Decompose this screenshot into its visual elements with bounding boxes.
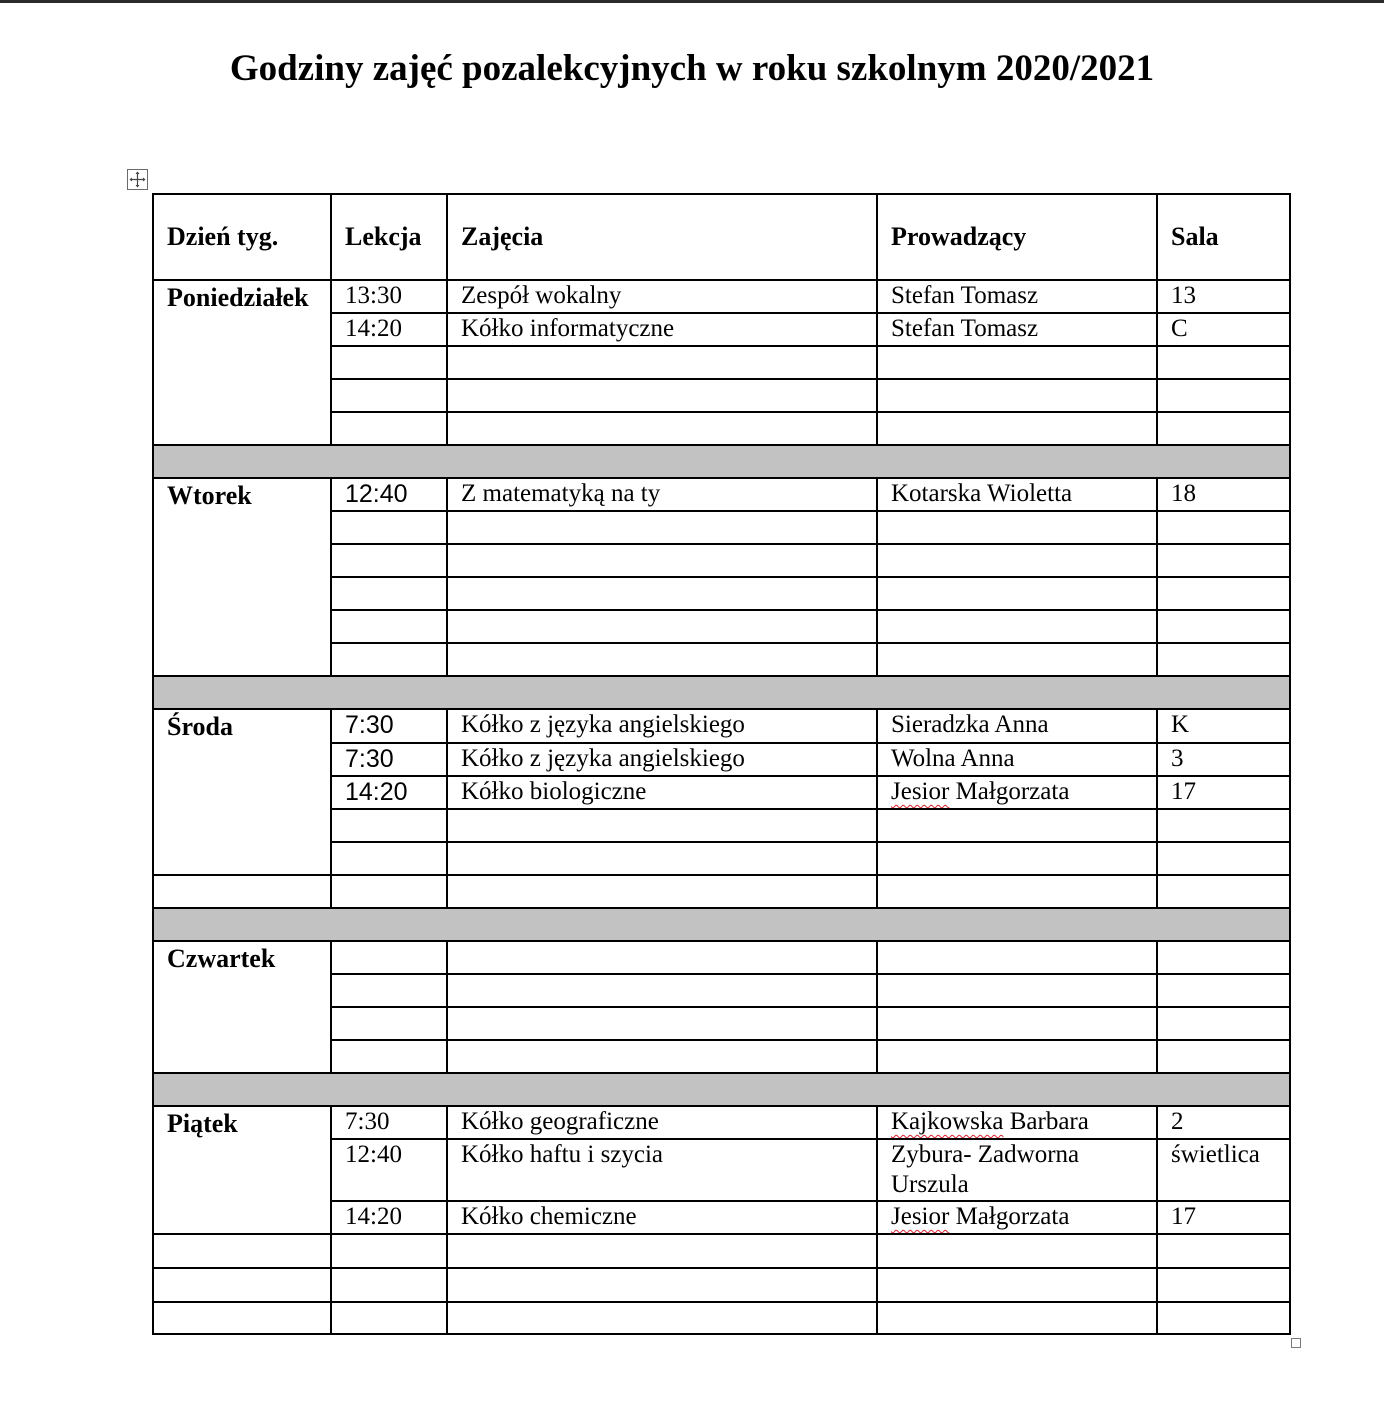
- header-activity: Zajęcia: [447, 194, 877, 280]
- header-room: Sala: [1157, 194, 1290, 280]
- empty-cell: [877, 379, 1157, 412]
- activity-cell: Kółko z języka angielskiego: [447, 743, 877, 776]
- table-move-handle[interactable]: [127, 169, 148, 190]
- empty-cell: [331, 643, 447, 676]
- empty-cell: [877, 875, 1157, 908]
- empty-cell: [331, 511, 447, 544]
- page-title: Godziny zajęć pozalekcyjnych w roku szkolnym 2020/2021: [229, 48, 1155, 89]
- empty-cell: [447, 544, 877, 577]
- empty-cell: [331, 875, 447, 908]
- table-row: [153, 1106, 1290, 1139]
- empty-cell: [447, 577, 877, 610]
- empty-cell: [1157, 1268, 1290, 1302]
- activity-cell: Kółko z języka angielskiego: [447, 709, 877, 743]
- day-friday: Piątek: [153, 1106, 331, 1234]
- empty-cell: [877, 511, 1157, 544]
- teacher-firstname: Małgorzata: [949, 778, 1070, 805]
- empty-cell: [1157, 544, 1290, 577]
- empty-cell: [447, 1040, 877, 1073]
- empty-cell: [447, 412, 877, 445]
- activity-cell: Z matematyką na ty: [447, 478, 877, 511]
- teacher-surname: Jesior: [891, 1203, 950, 1230]
- empty-cell: [331, 1040, 447, 1073]
- room-cell: C: [1157, 313, 1290, 346]
- activity-cell: Kółko haftu i szycia: [447, 1139, 877, 1201]
- separator-cell: [153, 445, 1290, 478]
- room-cell: 18: [1157, 478, 1290, 511]
- empty-cell: [877, 1302, 1157, 1334]
- separator-cell: [153, 676, 1290, 709]
- window-top-border: [0, 0, 1384, 3]
- empty-cell: [1157, 643, 1290, 676]
- separator-cell: [153, 908, 1290, 941]
- separator-row: [153, 1073, 1290, 1106]
- empty-cell: [1157, 1302, 1290, 1334]
- empty-row: [153, 875, 1290, 908]
- empty-cell: [1157, 412, 1290, 445]
- empty-cell: [331, 346, 447, 379]
- empty-cell: [877, 941, 1157, 974]
- empty-cell: [153, 875, 331, 908]
- empty-cell: [1157, 809, 1290, 842]
- empty-cell: [331, 941, 447, 974]
- empty-cell: [1157, 511, 1290, 544]
- empty-cell: [447, 346, 877, 379]
- empty-cell: [447, 610, 877, 643]
- time-cell: 13:30: [331, 280, 447, 313]
- empty-row: [153, 1302, 1290, 1334]
- empty-cell: [331, 1302, 447, 1334]
- table-resize-handle[interactable]: [1291, 1338, 1301, 1348]
- empty-cell: [877, 412, 1157, 445]
- empty-cell: [877, 577, 1157, 610]
- header-row: [153, 194, 1290, 280]
- empty-cell: [1157, 346, 1290, 379]
- separator-row: [153, 445, 1290, 478]
- activity-cell: Zespół wokalny: [447, 280, 877, 313]
- empty-cell: [1157, 379, 1290, 412]
- empty-cell: [1157, 1007, 1290, 1040]
- empty-cell: [153, 1302, 331, 1334]
- teacher-cell: [877, 776, 1157, 809]
- teacher-firstname: Małgorzata: [949, 1203, 1070, 1230]
- empty-cell: [447, 643, 877, 676]
- table-row: [153, 709, 1290, 743]
- room-cell: 3: [1157, 743, 1290, 776]
- empty-cell: [1157, 1040, 1290, 1073]
- table-row: [153, 478, 1290, 511]
- day-thursday: Czwartek: [153, 941, 331, 1073]
- empty-cell: [331, 1007, 447, 1040]
- empty-cell: [1157, 842, 1290, 875]
- header-lesson: Lekcja: [331, 194, 447, 280]
- empty-cell: [447, 842, 877, 875]
- day-wednesday: Środa: [153, 709, 331, 875]
- room-cell: 17: [1157, 1201, 1290, 1234]
- time-cell: 12:40: [331, 1139, 447, 1201]
- empty-cell: [447, 974, 877, 1007]
- activity-cell: Kółko chemiczne: [447, 1201, 877, 1234]
- empty-cell: [1157, 610, 1290, 643]
- empty-cell: [331, 610, 447, 643]
- empty-cell: [331, 1268, 447, 1302]
- header-teacher: Prowadzący: [877, 194, 1157, 280]
- teacher-cell: Stefan Tomasz: [877, 313, 1157, 346]
- room-cell: K: [1157, 709, 1290, 743]
- empty-cell: [1157, 875, 1290, 908]
- time-cell: 12:40: [331, 478, 447, 511]
- room-cell: 17: [1157, 776, 1290, 809]
- empty-cell: [331, 809, 447, 842]
- teacher-cell: [877, 1106, 1157, 1139]
- empty-cell: [331, 842, 447, 875]
- empty-row: [153, 941, 1290, 974]
- empty-cell: [1157, 1234, 1290, 1268]
- empty-cell: [447, 379, 877, 412]
- empty-cell: [877, 809, 1157, 842]
- empty-cell: [877, 544, 1157, 577]
- empty-cell: [447, 941, 877, 974]
- empty-cell: [447, 1007, 877, 1040]
- time-cell: 14:20: [331, 776, 447, 809]
- empty-cell: [877, 842, 1157, 875]
- empty-row: [153, 1234, 1290, 1268]
- room-cell: 2: [1157, 1106, 1290, 1139]
- empty-cell: [447, 511, 877, 544]
- time-cell: 7:30: [331, 709, 447, 743]
- empty-cell: [153, 1268, 331, 1302]
- day-tuesday: Wtorek: [153, 478, 331, 676]
- empty-cell: [447, 809, 877, 842]
- empty-cell: [877, 346, 1157, 379]
- empty-cell: [877, 643, 1157, 676]
- teacher-cell: Stefan Tomasz: [877, 280, 1157, 313]
- separator-cell: [153, 1073, 1290, 1106]
- time-cell: 7:30: [331, 743, 447, 776]
- room-cell: świetlica: [1157, 1139, 1290, 1201]
- empty-row: [153, 1268, 1290, 1302]
- table-row: [153, 280, 1290, 313]
- empty-cell: [877, 1268, 1157, 1302]
- separator-row: [153, 676, 1290, 709]
- separator-row: [153, 908, 1290, 941]
- empty-cell: [1157, 577, 1290, 610]
- empty-cell: [877, 974, 1157, 1007]
- empty-cell: [331, 412, 447, 445]
- activity-cell: Kółko geograficzne: [447, 1106, 877, 1139]
- empty-cell: [331, 577, 447, 610]
- schedule-table: [152, 193, 1291, 1335]
- move-arrows-icon: [128, 170, 147, 189]
- header-day: Dzień tyg.: [153, 194, 331, 280]
- time-cell: 14:20: [331, 313, 447, 346]
- teacher-cell: [877, 1201, 1157, 1234]
- teacher-cell: Zybura- Zadworna Urszula: [877, 1139, 1157, 1201]
- empty-cell: [877, 1040, 1157, 1073]
- empty-cell: [331, 544, 447, 577]
- time-cell: 7:30: [331, 1106, 447, 1139]
- activity-cell: Kółko biologiczne: [447, 776, 877, 809]
- empty-cell: [877, 1234, 1157, 1268]
- empty-cell: [331, 1234, 447, 1268]
- teacher-cell: Kotarska Wioletta: [877, 478, 1157, 511]
- teacher-surname: Jesior: [891, 778, 950, 805]
- teacher-firstname: Barbara: [1003, 1108, 1089, 1135]
- empty-cell: [877, 1007, 1157, 1040]
- teacher-surname: Kajkowska: [891, 1108, 1004, 1135]
- empty-cell: [331, 974, 447, 1007]
- empty-cell: [1157, 974, 1290, 1007]
- empty-cell: [447, 1234, 877, 1268]
- room-cell: 13: [1157, 280, 1290, 313]
- empty-cell: [153, 1234, 331, 1268]
- teacher-cell: Sieradzka Anna: [877, 709, 1157, 743]
- empty-cell: [447, 875, 877, 908]
- activity-cell: Kółko informatyczne: [447, 313, 877, 346]
- empty-cell: [447, 1268, 877, 1302]
- empty-cell: [331, 379, 447, 412]
- teacher-cell: Wolna Anna: [877, 743, 1157, 776]
- empty-cell: [877, 610, 1157, 643]
- day-monday: Poniedziałek: [153, 280, 331, 445]
- empty-cell: [1157, 941, 1290, 974]
- empty-cell: [447, 1302, 877, 1334]
- time-cell: 14:20: [331, 1201, 447, 1234]
